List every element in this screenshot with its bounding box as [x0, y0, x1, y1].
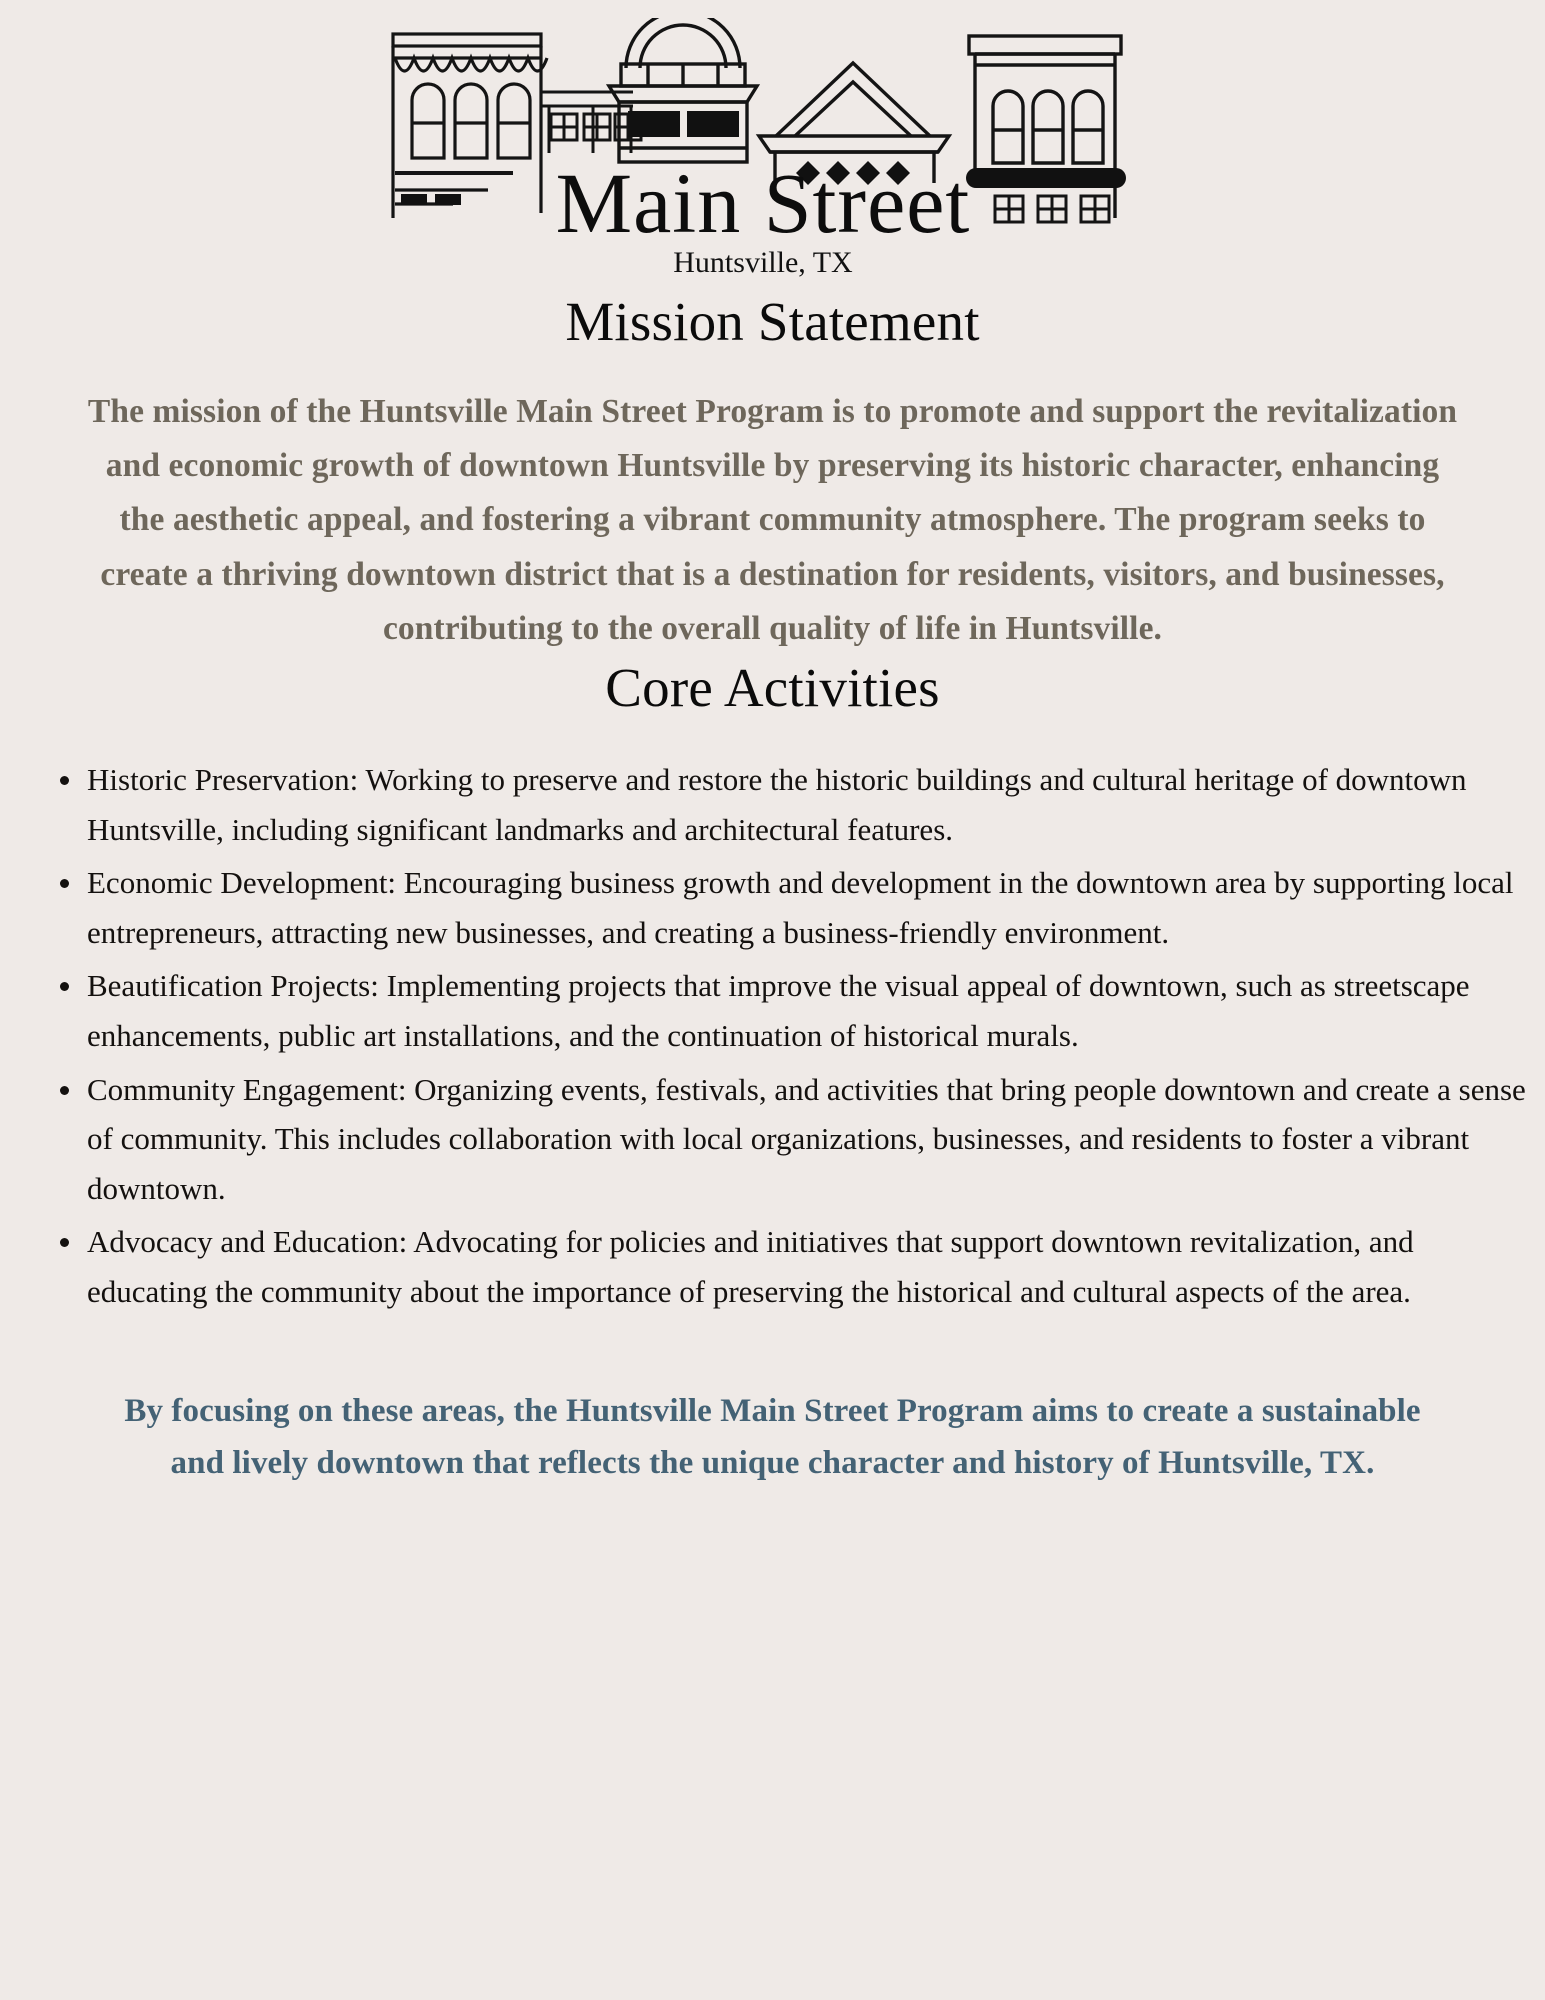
- logo-wordmark: Main Street: [555, 155, 971, 251]
- list-item: Economic Development: Encouraging business growth and development in the downtown area by supporting local entrepreneurs, attracting new businesses, and creating a business-friendly environment.: [46, 858, 1527, 957]
- closing-statement-text: By focusing on these areas, the Huntsville Main Street Program aims to create a sustainable and lively downtown that reflects the unique character and history of Huntsville, TX.: [124, 1392, 1421, 1482]
- document-body: [0, 290, 1545, 1490]
- logo-subtitle: Huntsville, TX: [673, 246, 853, 279]
- core-activities-list: [0, 755, 1545, 1317]
- main-street-logo: [383, 18, 1143, 283]
- list-item: Community Engagement: Organizing events, festivals, and activities that bring people downtown and create a sense of community. This includes collaboration with local organizations, businesses, and residents to foster a vibrant downtown.: [46, 1065, 1527, 1214]
- list-item: Historic Preservation: Working to preserve and restore the historic buildings and cultural heritage of downtown Huntsville, including significant landmarks and architectural features.: [46, 755, 1527, 854]
- list-item: Advocacy and Education: Advocating for policies and initiatives that support downtown revitalization, and educating the community about the importance of preserving the historical and cultural aspects of the area.: [46, 1217, 1527, 1316]
- logo-header: [0, 0, 1545, 290]
- core-activities-heading: Core Activities: [605, 657, 940, 719]
- downtown-buildings-icon: [383, 18, 1143, 228]
- mission-statement-text: The mission of the Huntsville Main Street Program is to promote and support the revitalization and economic growth of downtown Huntsville by preserving its historic character, enhancing the aesthetic appeal, and fostering a vibrant community atmosphere. The program seeks to create a thriving downtown district that is a destination for residents, visitors, and businesses, contributing to the overall quality of life in Huntsville.: [87, 392, 1458, 647]
- mission-statement-heading: Mission Statement: [565, 291, 980, 352]
- list-item: Beautification Projects: Implementing projects that improve the visual appeal of downtown, such as streetscape enhancements, public art installations, and the continuation of historical murals.: [46, 961, 1527, 1060]
